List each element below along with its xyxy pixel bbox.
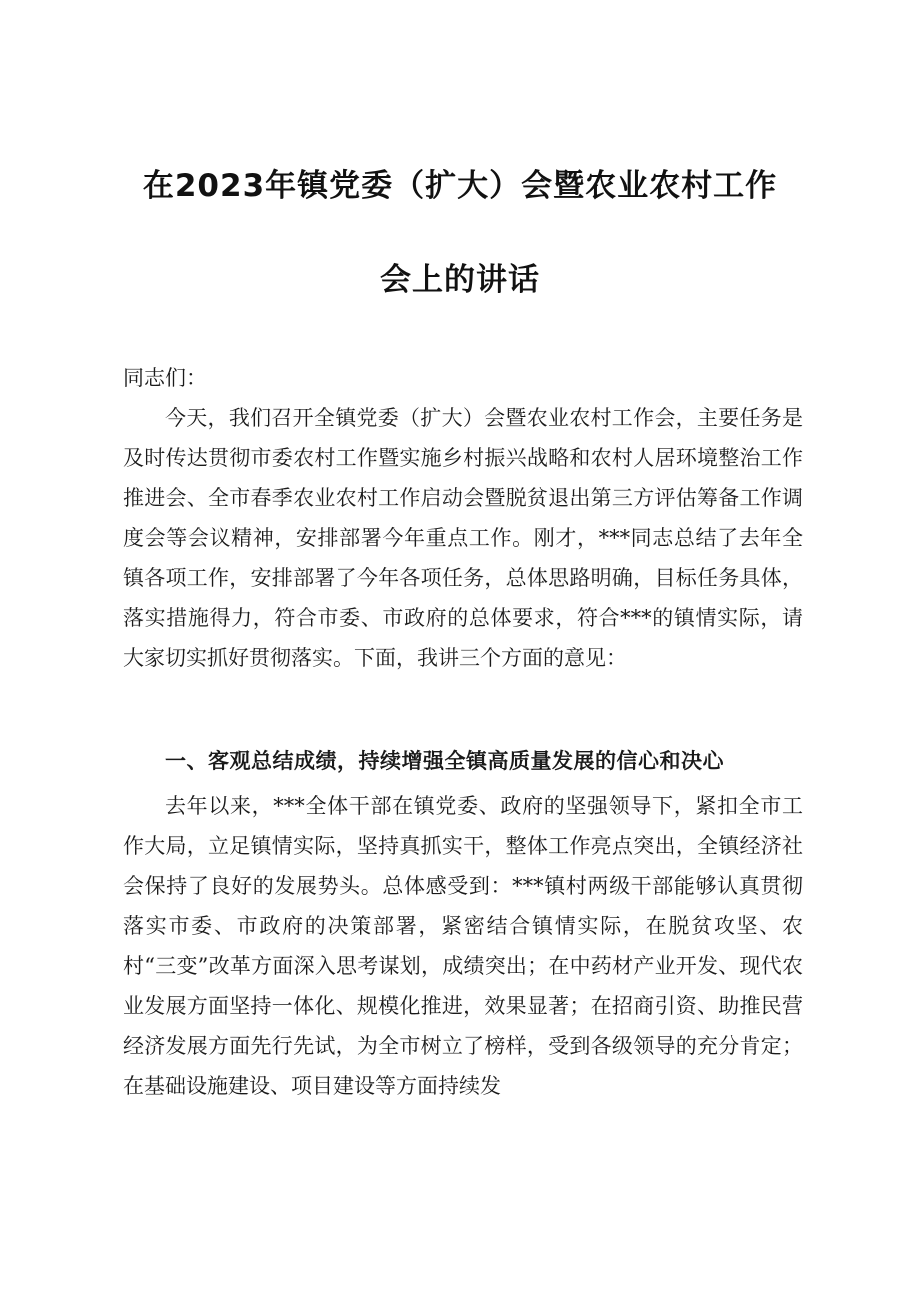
salutation: 同志们：	[123, 366, 207, 390]
document-title-line-1: 在2023年镇党委（扩大）会暨农业农村工作	[142, 168, 778, 204]
paragraph-intro: 今天，我们召开全镇党委（扩大）会暨农业农村工作会，主要任务是及时传达贯彻市委农村工作暨实施乡村振兴战略和农村人居环境整治工作推进会、全市春季农业农村工作启动会暨脱贫退出第三方评估筹备工作调度会等会议精神，安排部署今年重点工作。刚才，***同志总结了去年全镇各项工作，安排部署了今年各项任务，总体思路明确，目标任务具体，落实措施得力，符合市委、市政府的总体要求，符合***的镇情实际，请大家切实抓好贯彻落实。下面，我讲三个方面的意见：	[123, 406, 803, 670]
section-heading-1: 一、客观总结成绩，持续增强全镇高质量发展的信心和决心	[165, 749, 724, 773]
document-title-line-2: 会上的讲话	[380, 262, 540, 298]
paragraph-section-1: 去年以来，***全体干部在镇党委、政府的坚强领导下，紧扣全市工作大局，立足镇情实际，坚持真抓实干，整体工作亮点突出，全镇经济社会保持了良好的发展势头。总体感受到：***镇村两级干部能够认真贯彻落实市委、市政府的决策部署，紧密结合镇情实际，在脱贫攻坚、农村“三变”改革方面深入思考谋划，成绩突出；在中药材产业开发、现代农业发展方面坚持一体化、规模化推进，效果显著；在招商引资、助推民营经济发展方面先行先试，为全市树立了榜样，受到各级领导的充分肯定；在基础设施建设、项目建设等方面持续发	[123, 794, 803, 1098]
